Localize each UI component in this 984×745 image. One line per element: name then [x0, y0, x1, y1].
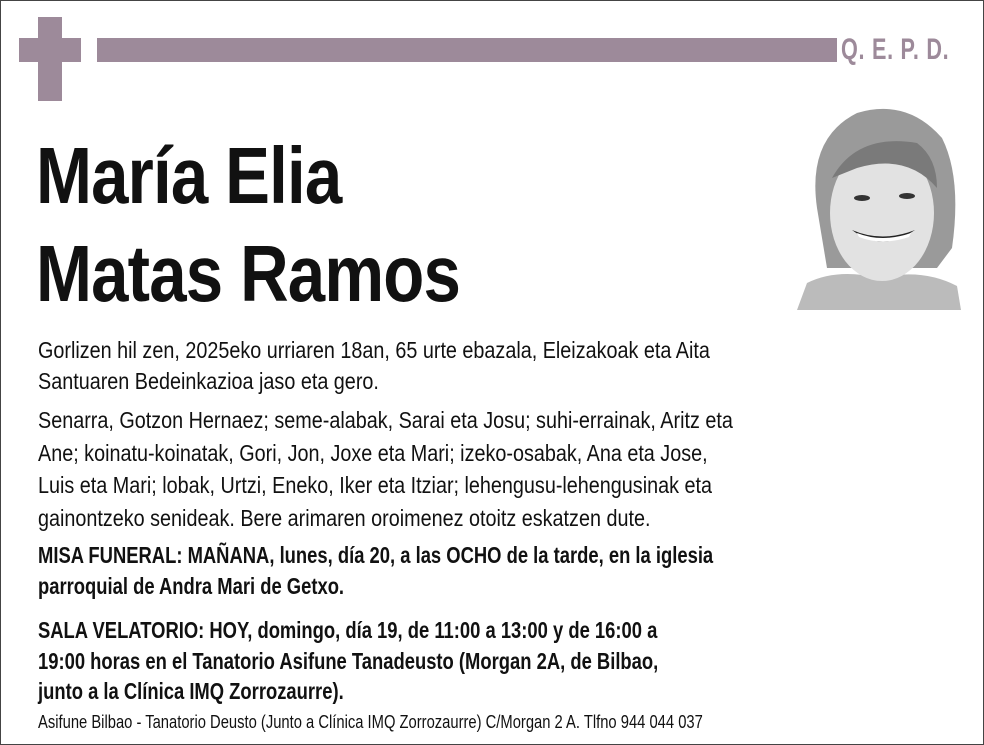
text-line: gainontzeko senideak. Bere arimaren oroimenez otoitz eskatzen dute.	[38, 504, 651, 531]
text-line: Santuaren Bedeinkazioa jaso eta gero.	[38, 367, 379, 394]
funeral-mass-paragraph	[38, 540, 882, 601]
text-line: Ane; koinatu-koinatak, Gori, Jon, Joxe eta Mari; izeko-osabak, Ana eta Jose,	[38, 439, 708, 466]
text-line: MISA FUNERAL: MAÑANA, lunes, día 20, a las OCHO de la tarde, en la iglesia	[38, 542, 714, 568]
text-line: Senarra, Gotzon Hernaez; seme-alabak, Sarai eta Josu; suhi-errainak, Aritz eta	[38, 407, 733, 433]
name-line-1: María Elia	[36, 131, 342, 220]
text-line: junto a la Clínica IMQ Zorrozaurre).	[38, 678, 344, 704]
death-notice-paragraph	[38, 335, 819, 396]
text-line: parroquial de Andra Mari de Getxo.	[38, 572, 345, 599]
text-line: 19:00 horas en el Tanatorio Asifune Tanadeusto (Morgan 2A, de Bilbao,	[38, 647, 659, 674]
text-line: Luis eta Mari; lobak, Urtzi, Eneko, Iker eta Itziar; lehengusu-lehengusinak eta	[38, 472, 712, 498]
name-line-2: Matas Ramos	[36, 229, 460, 318]
text-line: SALA VELATORIO: HOY, domingo, día 19, de 11:00 a 13:00 y de 16:00 a	[38, 617, 658, 643]
wake-paragraph	[38, 615, 813, 707]
header-bar	[97, 38, 837, 62]
portrait-photo	[797, 98, 961, 310]
family-paragraph	[38, 404, 846, 534]
funeral-home-footer: Asifune Bilbao - Tanatorio Deusto (Junto a Clínica IMQ Zorrozaurre) C/Morgan 2 A. Tlfno 944 044 037	[38, 712, 703, 732]
qepd-label: Q. E. P. D.	[841, 33, 950, 66]
cross-icon-arm	[19, 38, 81, 62]
text-line: Gorlizen hil zen, 2025eko urriaren 18an, 65 urte ebazala, Eleizakoak eta Aita	[38, 337, 710, 363]
